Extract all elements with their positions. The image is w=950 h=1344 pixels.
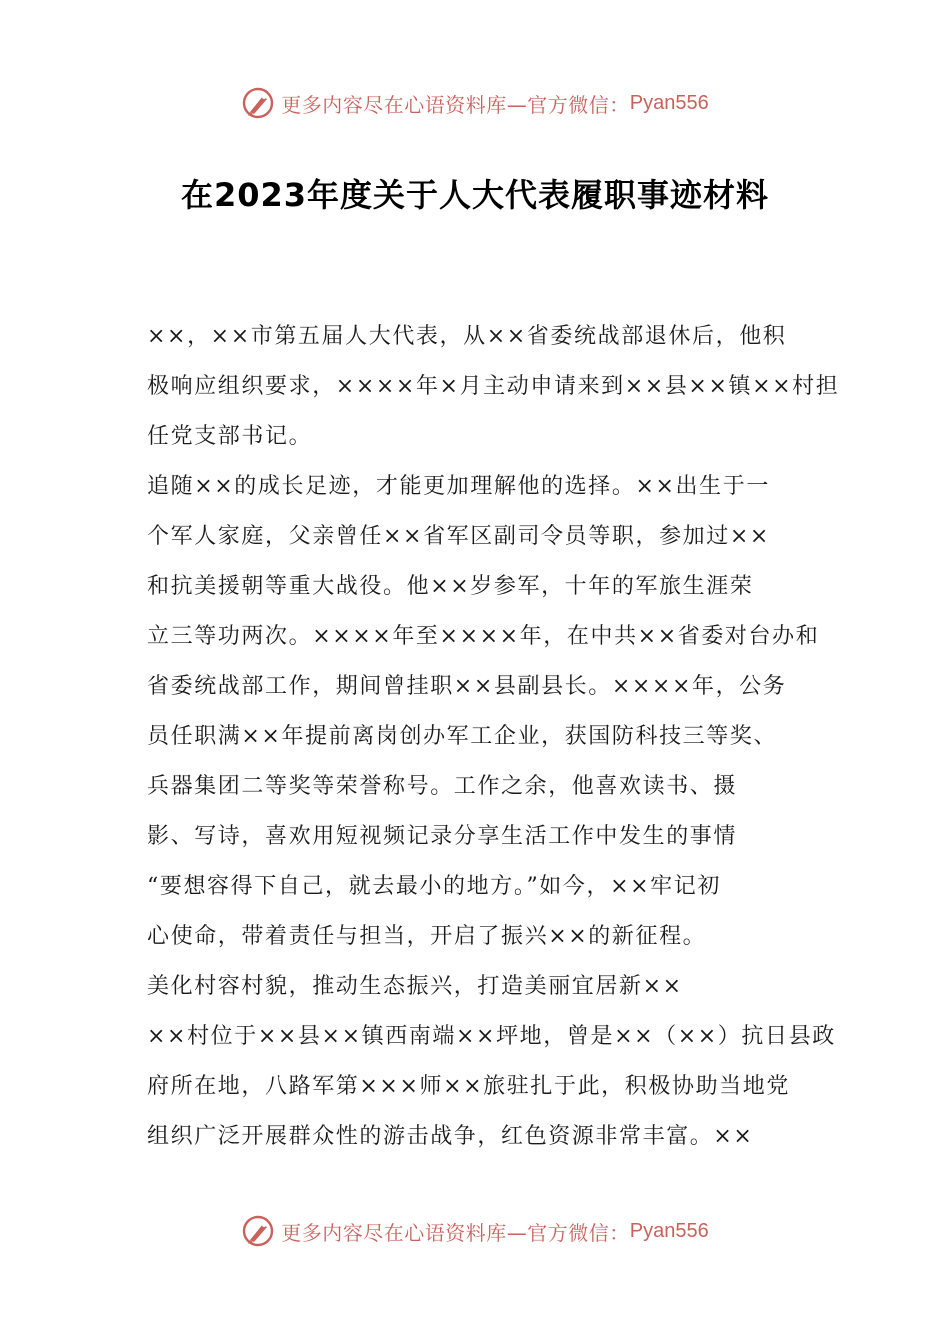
document-title: 在2023年度关于人大代表履职事迹材料 xyxy=(180,176,770,214)
body-line: 员任职满××年提前离岗创办军工企业，获国防科技三等奖、 xyxy=(147,724,778,749)
header-banner xyxy=(0,83,950,123)
body-line: 极响应组织要求，××××年×月主动申请来到××县××镇××村担 xyxy=(147,374,840,399)
body-line: 省委统战部工作，期间曾挂职××县副县长。××××年，公务 xyxy=(147,674,787,699)
body-line: 个军人家庭，父亲曾任××省军区副司令员等职，参加过×× xyxy=(147,524,770,549)
pen-nib-logo-icon xyxy=(241,1214,275,1248)
body-line: 府所在地，八路军第×××师××旅驻扎于此，积极协助当地党 xyxy=(147,1074,790,1099)
body-line: 兵器集团二等奖等荣誉称号。工作之余，他喜欢读书、摄 xyxy=(147,774,738,799)
body-line: 组织广泛开展群众性的游击战争，红色资源非常丰富。×× xyxy=(147,1124,754,1149)
footer-banner xyxy=(0,1211,950,1251)
body-line: 美化村容村貌，推动生态振兴，打造美丽宜居新×× xyxy=(147,974,683,999)
banner-wechat-handle: Pyan556 xyxy=(629,91,709,114)
body-line: 影、写诗，喜欢用短视频记录分享生活工作中发生的事情 xyxy=(147,824,738,849)
body-line: 和抗美援朝等重大战役。他××岁参军，十年的军旅生涯荣 xyxy=(147,574,754,599)
body-line: 追随××的成长足迹，才能更加理解他的选择。××出生于一 xyxy=(147,474,770,499)
body-line: 任党支部书记。 xyxy=(147,424,313,449)
body-line: 立三等功两次。××××年至××××年，在中共××省委对台办和 xyxy=(147,624,820,649)
body-line: 心使命，带着责任与担当，开启了振兴××的新征程。 xyxy=(147,924,707,949)
banner-text: 更多内容尽在心语资料库—官方微信： xyxy=(281,92,630,117)
document-body xyxy=(147,312,840,1162)
body-line: ××，××市第五届人大代表，从××省委统战部退休后，他积 xyxy=(147,324,787,349)
body-line: ××村位于××县××镇西南端××坪地，曾是××（××）抗日县政 xyxy=(147,1024,836,1049)
body-line: “要想容得下自己，就去最小的地方。”如今，××牢记初 xyxy=(147,874,721,899)
banner-text: 更多内容尽在心语资料库—官方微信： xyxy=(281,1220,630,1245)
pen-nib-logo-icon xyxy=(241,86,275,120)
banner-wechat-handle: Pyan556 xyxy=(629,1219,709,1242)
